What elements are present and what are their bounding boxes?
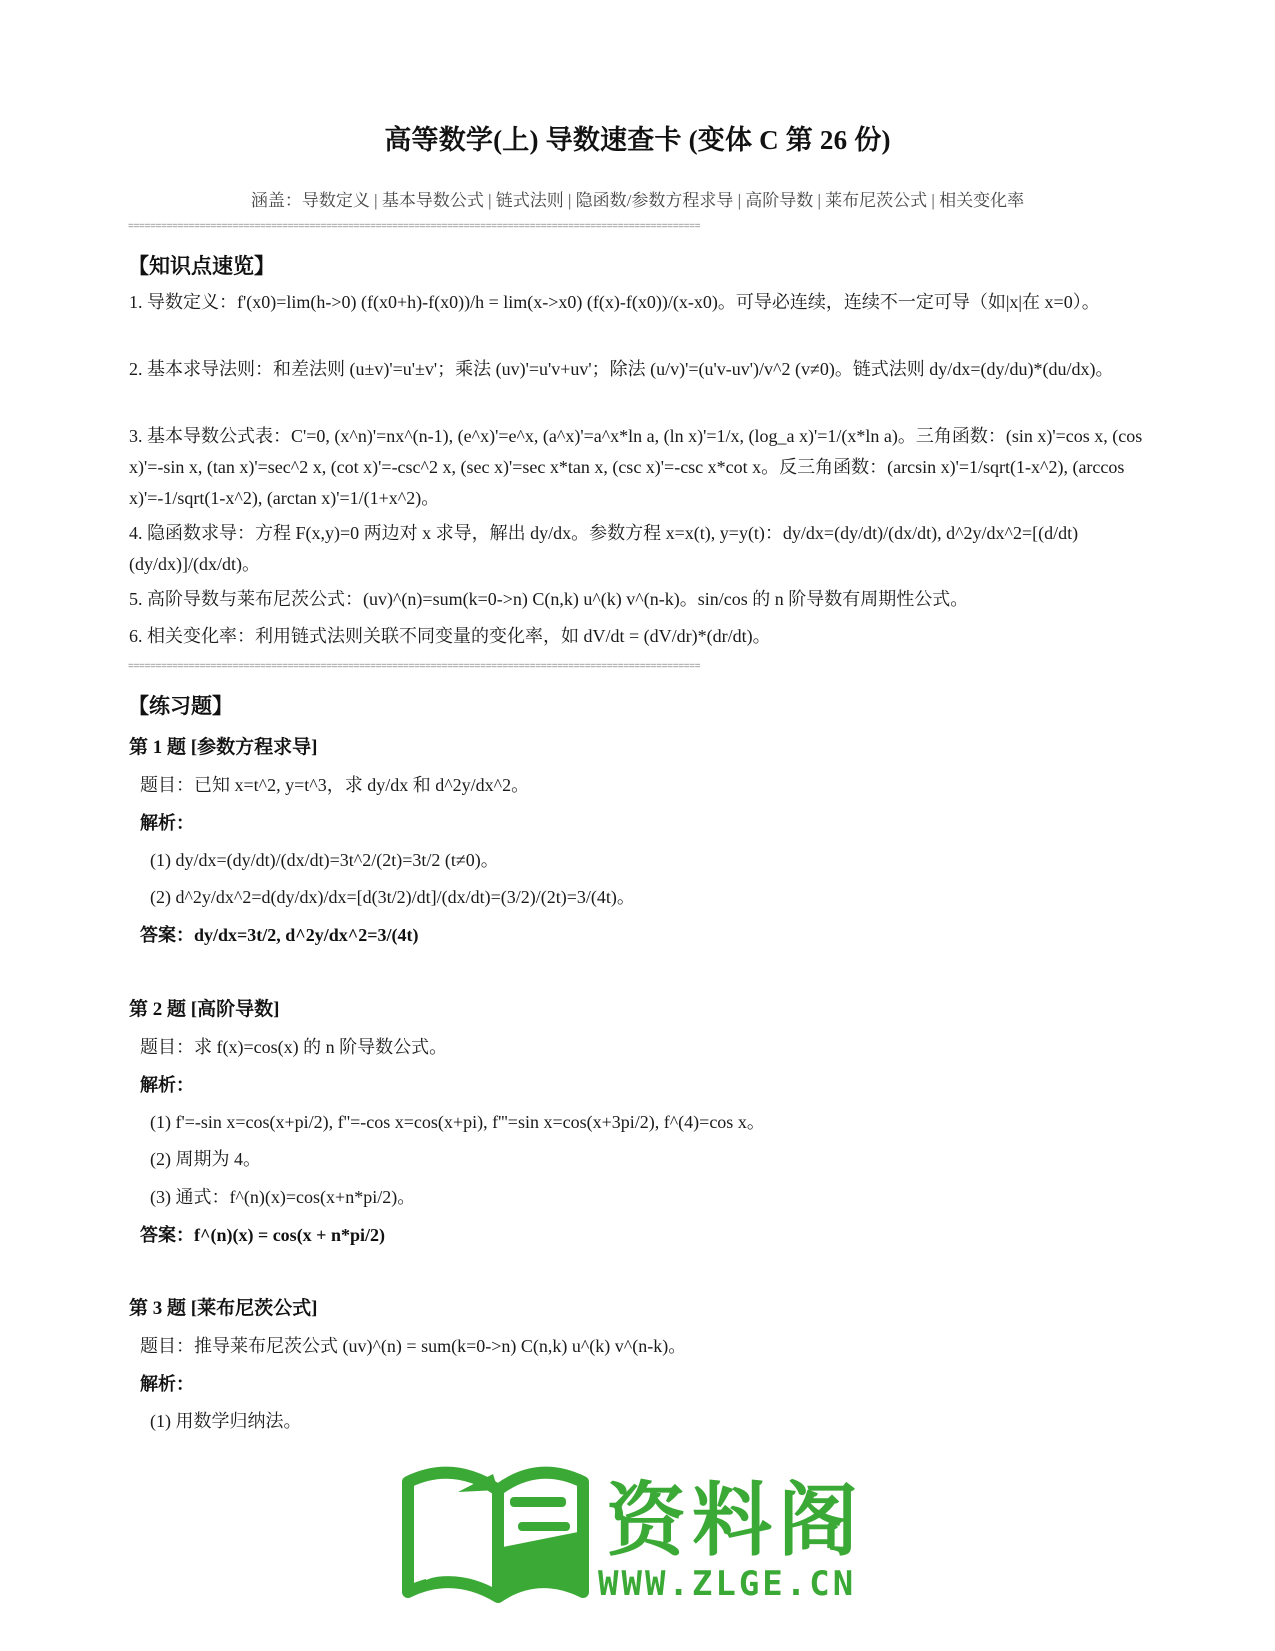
knowledge-item-5: 5. 高阶导数与莱布尼茨公式：(uv)^(n)=sum(k=0->n) C(n,k) u^(k) v^(n-k)。sin/cos 的 n 阶导数有周期性公式。: [129, 589, 969, 609]
question-1-title: 第 1 题 [参数方程求导]: [129, 737, 318, 758]
question-3-text: 题目：推导莱布尼茨公式 (uv)^(n) = sum(k=0->n) C(n,k) u^(k) v^(n-k)。: [140, 1336, 687, 1356]
question-2-text: 题目：求 f(x)=cos(x) 的 n 阶导数公式。: [140, 1037, 448, 1057]
question-3-step-1: (1) 用数学归纳法。: [150, 1411, 302, 1431]
question-2-step-2: (2) 周期为 4。: [150, 1149, 261, 1169]
open-book-logo-icon: [398, 1452, 598, 1612]
knowledge-item-1: 1. 导数定义：f'(x0)=lim(h->0) (f(x0+h)-f(x0))/h = lim(x->x0) (f(x)-f(x0))/(x-x0)。可导必连续，连续不一定可导（如|x|在 x=0）。: [129, 292, 1100, 312]
question-2-title: 第 2 题 [高阶导数]: [129, 999, 280, 1020]
question-3-title: 第 3 题 [莱布尼茨公式]: [129, 1298, 318, 1319]
question-1-answer: 答案：dy/dx=3t/2, d^2y/dx^2=3/(4t): [140, 925, 419, 945]
watermark-url: WWW.ZLGE.CN: [598, 1564, 857, 1604]
question-2-analysis-label: 解析：: [140, 1075, 194, 1095]
question-1-text: 题目：已知 x=t^2, y=t^3，求 dy/dx 和 d^2y/dx^2。: [140, 775, 530, 795]
knowledge-item-2: 2. 基本求导法则：和差法则 (u±v)'=u'±v'；乘法 (uv)'=u'v+uv'；除法 (u/v)'=(u'v-uv')/v^2 (v≠0)。链式法则 dy/dx=(dy/du)*(du/dx)。: [129, 359, 1114, 379]
knowledge-item-3: 3. 基本导数公式表：C'=0, (x^n)'=nx^(n-1), (e^x)'=e^x, (a^x)'=a^x*ln a, (ln x)'=1/x, (log_a x)'=1/(x*ln a)。三角函数：(sin x)'=cos x, (cos x)'=-sin x, (tan x)'=sec^2 x, (cot x)'=-csc^2 x, (sec x)'=sec x*tan x, (csc x)'=-csc x*cot x。反三角函数：(arcsin x)'=1/sqrt(1-x^2), (arccos x)'=-1/sqrt(1-x^2), (arctan x)'=1/(1+x^2)。: [129, 426, 1143, 508]
divider-rule: ========================================================================================================: [128, 662, 701, 673]
question-1-step-2: (2) d^2y/dx^2=d(dy/dx)/dx=[d(3t/2)/dt]/(dx/dt)=(3/2)/(2t)=3/(4t)。: [150, 887, 635, 907]
question-1-analysis-label: 解析：: [140, 813, 194, 833]
knowledge-item-4: 4. 隐函数求导：方程 F(x,y)=0 两边对 x 求导，解出 dy/dx。参数方程 x=x(t), y=y(t)：dy/dx=(dy/dt)/(dx/dt), d^2y/dx^2=[(d/dt)(dy/dx)]/(dx/dt)。: [129, 523, 1079, 574]
divider-rule: ========================================================================================================: [128, 222, 701, 233]
question-2-step-3: (3) 通式：f^(n)(x)=cos(x+n*pi/2)。: [150, 1187, 416, 1207]
knowledge-heading: 【知识点速览】: [128, 254, 275, 278]
question-3-analysis-label: 解析：: [140, 1374, 194, 1394]
question-1-step-1: (1) dy/dx=(dy/dt)/(dx/dt)=3t^2/(2t)=3t/2 (t≠0)。: [150, 850, 499, 870]
question-2-answer: 答案：f^(n)(x) = cos(x + n*pi/2): [140, 1225, 385, 1245]
exercises-heading: 【练习题】: [128, 694, 233, 718]
knowledge-item-6: 6. 相关变化率：利用链式法则关联不同变量的变化率，如 dV/dt = (dV/dr)*(dr/dt)。: [129, 626, 771, 646]
page-title: 高等数学(上) 导数速查卡 (变体 C 第 26 份): [384, 125, 891, 155]
page-subtitle: 涵盖：导数定义 | 基本导数公式 | 链式法则 | 隐函数/参数方程求导 | 高阶导数 | 莱布尼茨公式 | 相关变化率: [250, 191, 1025, 210]
question-2-step-1: (1) f'=-sin x=cos(x+pi/2), f''=-cos x=cos(x+pi), f'''=sin x=cos(x+3pi/2), f^(4)=cos x。: [150, 1112, 765, 1132]
watermark: [398, 1452, 878, 1612]
watermark-name: 资料阁: [606, 1474, 864, 1567]
